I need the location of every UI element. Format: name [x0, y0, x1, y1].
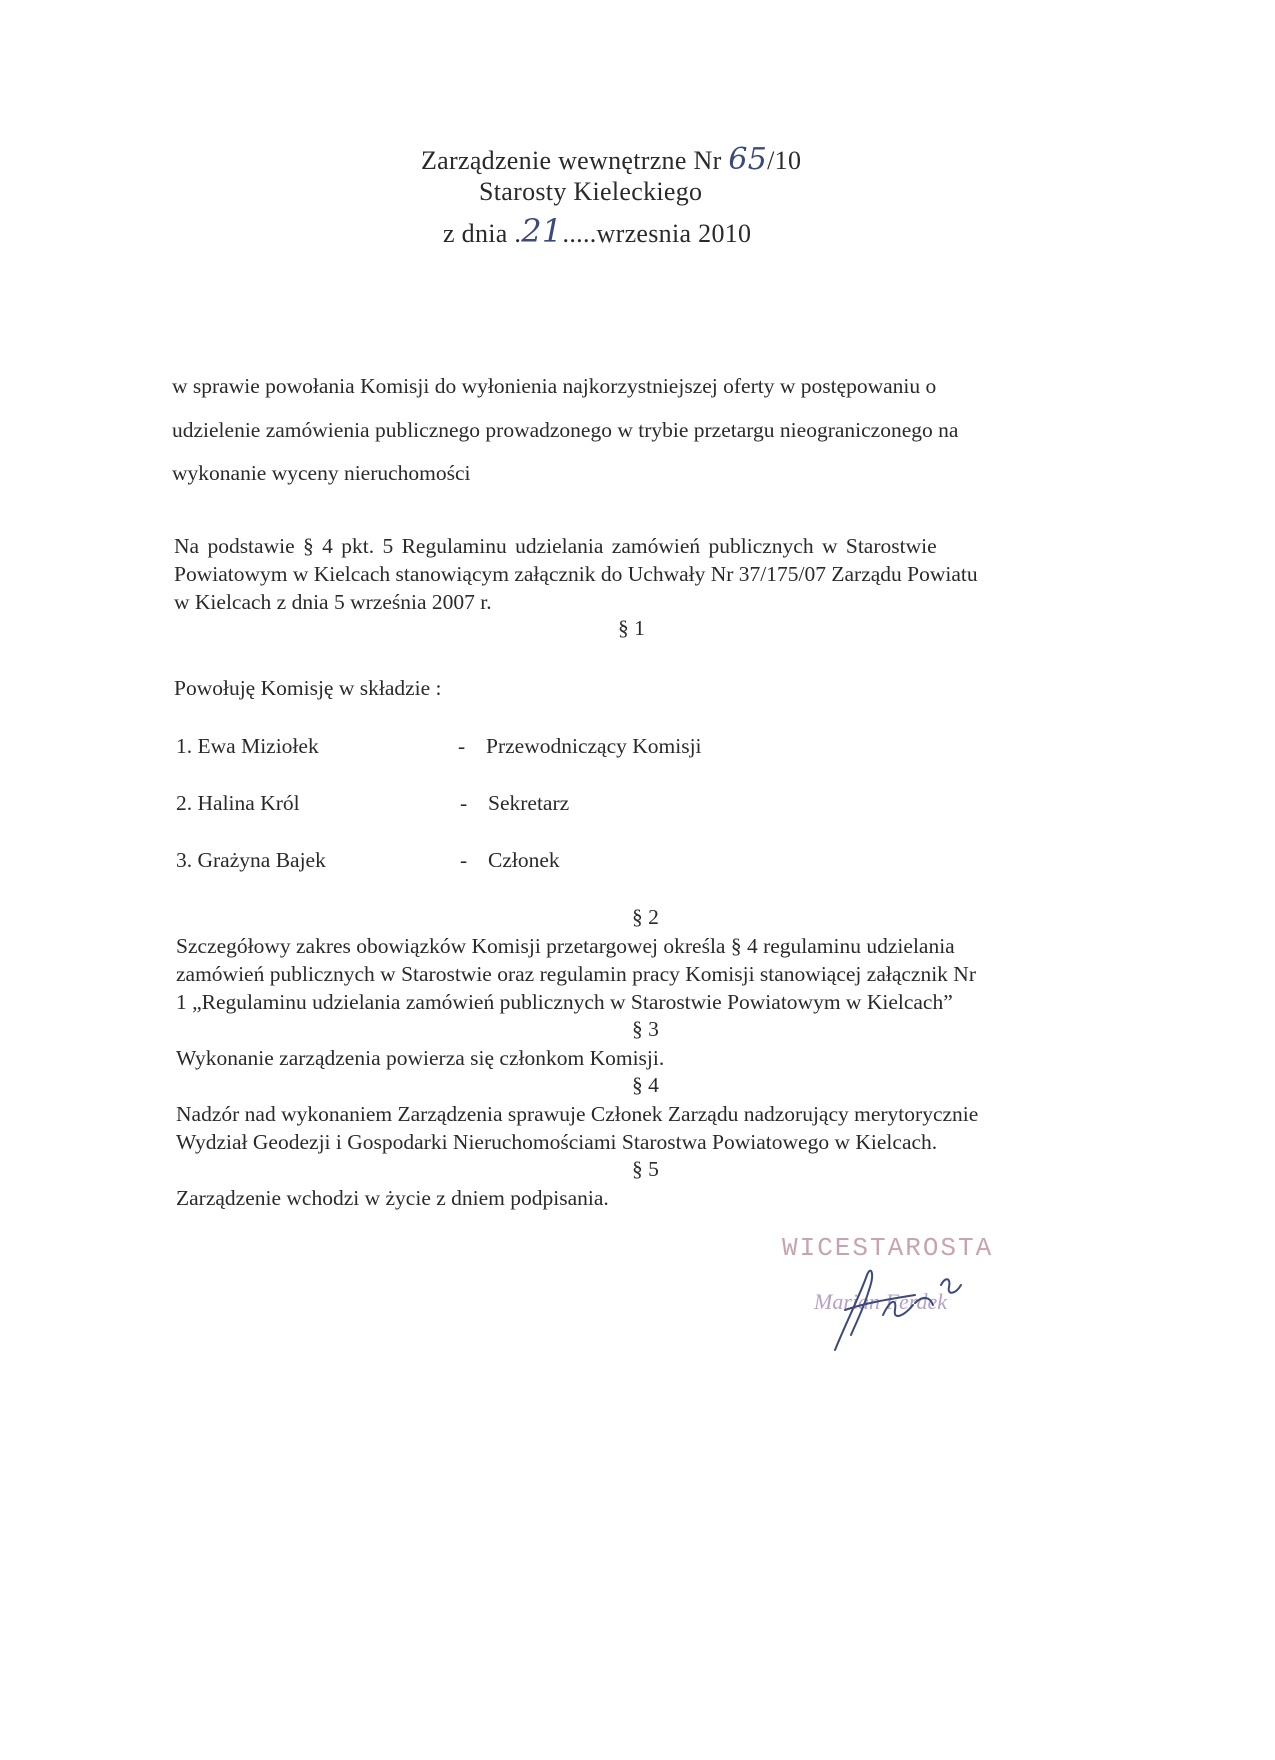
member-name: 1. Ewa Miziołek: [176, 734, 319, 758]
section-3-mark: § 3: [632, 1017, 659, 1041]
basis-line-3: w Kielcach z dnia 5 września 2007 r.: [174, 590, 492, 614]
title-prefix: Zarządzenie wewnętrzne Nr: [421, 146, 729, 175]
subject-line-3: wykonanie wyceny nieruchomości: [172, 461, 471, 485]
section-4-line-1: Nadzór nad wykonaniem Zarządzenia sprawuje Członek Zarządu nadzorujący merytorycznie: [176, 1102, 979, 1126]
committee-intro: Powołuję Komisję w składzie :: [174, 676, 442, 700]
document-title: [421, 142, 801, 177]
handwritten-day: 21: [521, 212, 563, 250]
basis-line-1: Na podstawie § 4 pkt. 5 Regulaminu udzielania zamówień publicznych w Starostwie: [174, 534, 937, 558]
date-prefix: z dnia .: [443, 219, 522, 248]
section-4-mark: § 4: [632, 1073, 659, 1097]
handwritten-number: 65: [728, 142, 768, 177]
section-3-line-1: Wykonanie zarządzenia powierza się członkom Komisji.: [176, 1046, 665, 1070]
basis-line-2: Powiatowym w Kielcach stanowiącym załącznik do Uchwały Nr 37/175/07 Zarządu Powiatu: [174, 562, 978, 586]
subject-line-1: w sprawie powołania Komisji do wyłonienia najkorzystniejszej oferty w postępowaniu o: [172, 374, 937, 398]
section-5-line-1: Zarządzenie wchodzi w życie z dniem podpisania.: [176, 1186, 609, 1210]
subject-line-2: udzielenie zamówienia publicznego prowadzonego w trybie przetargu nieograniczonego na: [172, 418, 959, 442]
date-suffix: .....wrzesnia 2010: [562, 219, 752, 248]
section-4-line-2: Wydział Geodezji i Gospodarki Nieruchomościami Starostwa Powiatowego w Kielcach.: [176, 1130, 938, 1154]
member-dash: -: [460, 791, 468, 815]
member-role: Członek: [488, 848, 560, 872]
section-1-mark: § 1: [618, 616, 645, 640]
title-suffix: /10: [767, 146, 802, 175]
member-role: Sekretarz: [488, 791, 570, 815]
signature-image: [805, 1255, 975, 1365]
stamp-name: Marian Ferdek: [814, 1289, 947, 1314]
issuer-line: Starosty Kieleckiego: [479, 177, 703, 206]
member-role: Przewodniczący Komisji: [486, 734, 702, 758]
member-name: 2. Halina Król: [176, 791, 300, 815]
date-line: [443, 212, 751, 250]
section-2-mark: § 2: [632, 905, 659, 929]
section-2-line-3: 1 „Regulaminu udzielania zamówień publicznych w Starostwie Powiatowym w Kielcach”: [176, 990, 953, 1014]
member-dash: -: [460, 848, 468, 872]
section-5-mark: § 5: [632, 1157, 659, 1181]
section-2-line-2: zamówień publicznych w Starostwie oraz regulamin pracy Komisji stanowiącej załącznik Nr: [176, 962, 976, 986]
stamp-title: WICESTAROSTA: [782, 1233, 994, 1263]
section-2-line-1: Szczegółowy zakres obowiązków Komisji przetargowej określa § 4 regulaminu udzielania: [176, 934, 955, 958]
member-dash: -: [458, 734, 466, 758]
member-name: 3. Grażyna Bajek: [176, 848, 326, 872]
